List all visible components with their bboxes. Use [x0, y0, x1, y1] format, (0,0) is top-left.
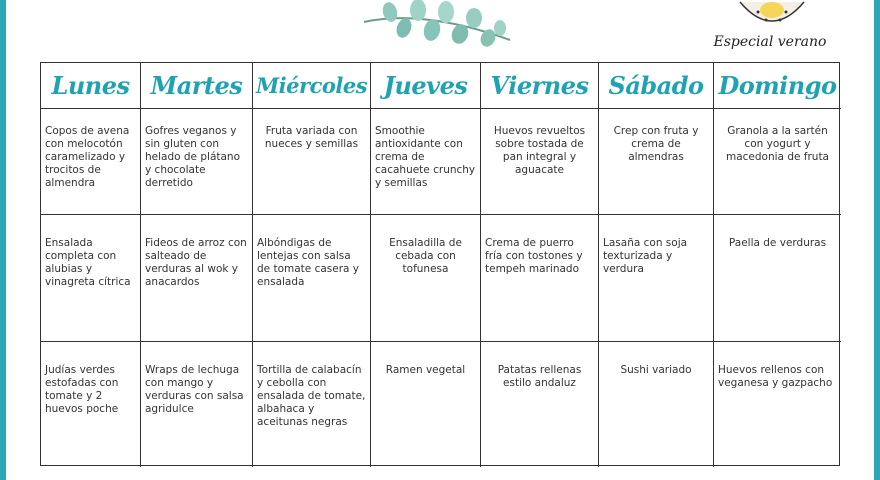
meal-cell: Patatas rellenas estilo andaluz — [481, 342, 599, 467]
meal-cell: Smoothie antioxidante con crema de cacahuete crunchy y semillas — [371, 109, 481, 215]
meal-cell: Albóndigas de lentejas con salsa de tomate casera y ensalada — [253, 215, 371, 342]
meal-cell: Huevos revueltos sobre tostada de pan integral y aguacate — [481, 109, 599, 215]
day-header-martes: Martes — [141, 63, 253, 109]
meal-cell: Sushi variado — [599, 342, 714, 467]
meal-cell: Lasaña con soja texturizada y verdura — [599, 215, 714, 342]
day-header-jueves: Jueves — [371, 63, 481, 109]
meal-cell: Ensaladilla de cebada con tofunesa — [371, 215, 481, 342]
right-border-stripe — [874, 0, 880, 480]
day-header-lunes: Lunes — [41, 63, 141, 109]
meal-cell: Ensalada completa con alubias y vinagreta cítrica — [41, 215, 141, 342]
meal-cell: Granola a la sartén con yogurt y macedonia de fruta — [714, 109, 841, 215]
left-border-stripe — [0, 0, 6, 480]
meal-cell: Wraps de lechuga con mango y verduras con salsa agridulce — [141, 342, 253, 467]
meal-cell: Fruta variada con nueces y semillas — [253, 109, 371, 215]
day-header-miercoles: Miércoles — [253, 63, 371, 109]
day-header-viernes: Viernes — [481, 63, 599, 109]
meal-cell: Crema de puerro fría con tostones y tempeh marinado — [481, 215, 599, 342]
meal-cell: Judías verdes estofadas con tomate y 2 huevos poche — [41, 342, 141, 467]
meal-cell: Ramen vegetal — [371, 342, 481, 467]
meal-cell: Crep con fruta y crema de almendras — [599, 109, 714, 215]
meal-cell: Huevos rellenos con veganesa y gazpacho — [718, 364, 833, 389]
planner-subtitle: Especial verano — [713, 34, 827, 50]
day-header-domingo: Domingo — [714, 63, 841, 109]
eucalyptus-branch-icon — [360, 0, 520, 52]
meal-cell: Copos de avena con melocotón caramelizado y trocitos de almendra — [41, 109, 141, 215]
meal-cell: Paella de verduras — [714, 215, 841, 342]
meal-cell: Tortilla de calabacín y cebolla con ensalada de tomate, albahaca y aceitunas negras — [253, 342, 371, 467]
day-header-sabado: Sábado — [599, 63, 714, 109]
fruit-slice-icon — [736, 0, 808, 30]
meal-cell: Gofres veganos y sin gluten con helado de plátano y chocolate derretido — [141, 109, 253, 215]
weekly-meal-planner — [40, 62, 840, 466]
meal-cell: Fideos de arroz con salteado de verduras al wok y anacardos — [141, 215, 253, 342]
